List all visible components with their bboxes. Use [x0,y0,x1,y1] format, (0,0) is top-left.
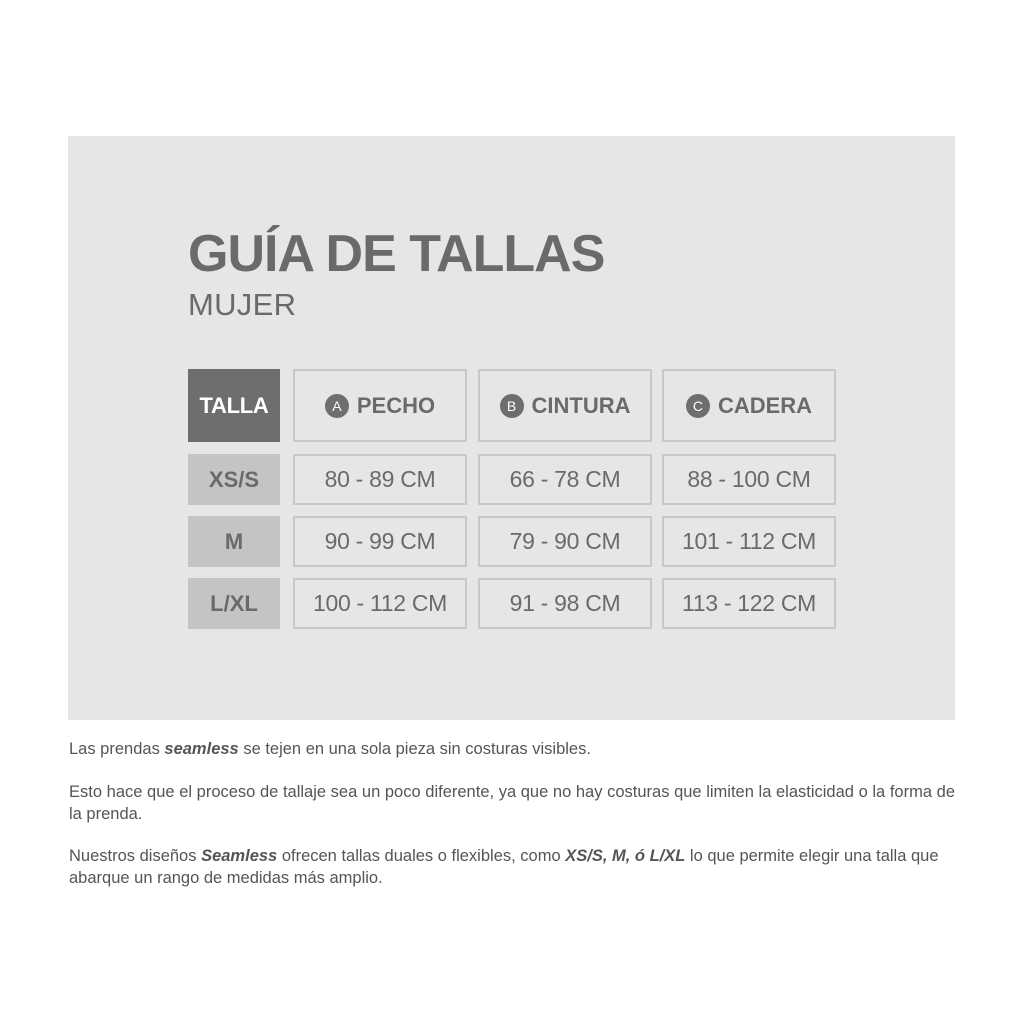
table-cell-chest: 90 - 99 CM [293,516,467,567]
table-cell-waist: 79 - 90 CM [478,516,652,567]
note-emphasis: XS/S, M, ó L/XL [565,847,686,865]
table-cell-waist: 66 - 78 CM [478,454,652,505]
note-text: lo que permite elegir una talla que abarque un rango de medidas más amplio. [69,847,939,887]
page-subtitle: MUJER [188,287,297,322]
table-cell-waist: 91 - 98 CM [478,578,652,629]
size-label-xs-s: XS/S [188,454,280,505]
column-header-waist [478,369,652,442]
page-title: GUÍA DE TALLAS [188,225,605,283]
table-cell-hip: 88 - 100 CM [662,454,836,505]
table-cell-hip: 113 - 122 CM [662,578,836,629]
letter-c-badge-icon: C [686,394,710,418]
note-emphasis: seamless [164,740,239,758]
size-label-m: M [188,516,280,567]
note-text: Nuestros diseños [69,847,202,865]
letter-a-badge-icon: A [325,394,349,418]
note-emphasis: Seamless [201,847,278,865]
note-paragraph-dual-sizes [69,845,955,889]
note-text: se tejen en una sola pieza sin costuras visibles. [238,740,591,758]
column-header-hip [662,369,836,442]
column-header-label: CADERA [717,392,813,418]
table-cell-chest: 80 - 89 CM [293,454,467,505]
size-column-header: TALLA [188,369,280,442]
column-header-chest [293,369,467,442]
note-paragraph-fitting: Esto hace que el proceso de tallaje sea un poco diferente, ya que no hay costuras que limiten la elasticidad o la forma de la prenda. [69,783,955,823]
size-label-l-xl: L/XL [188,578,280,629]
column-header-label: CINTURA [531,392,631,418]
column-header-label: PECHO [356,392,436,418]
table-cell-hip: 101 - 112 CM [662,516,836,567]
letter-b-badge-icon: B [500,394,524,418]
table-cell-chest: 100 - 112 CM [293,578,467,629]
note-text: ofrecen tallas duales o flexibles, como [277,847,566,865]
note-paragraph-seamless [69,738,955,760]
note-text: Las prendas [69,740,165,758]
